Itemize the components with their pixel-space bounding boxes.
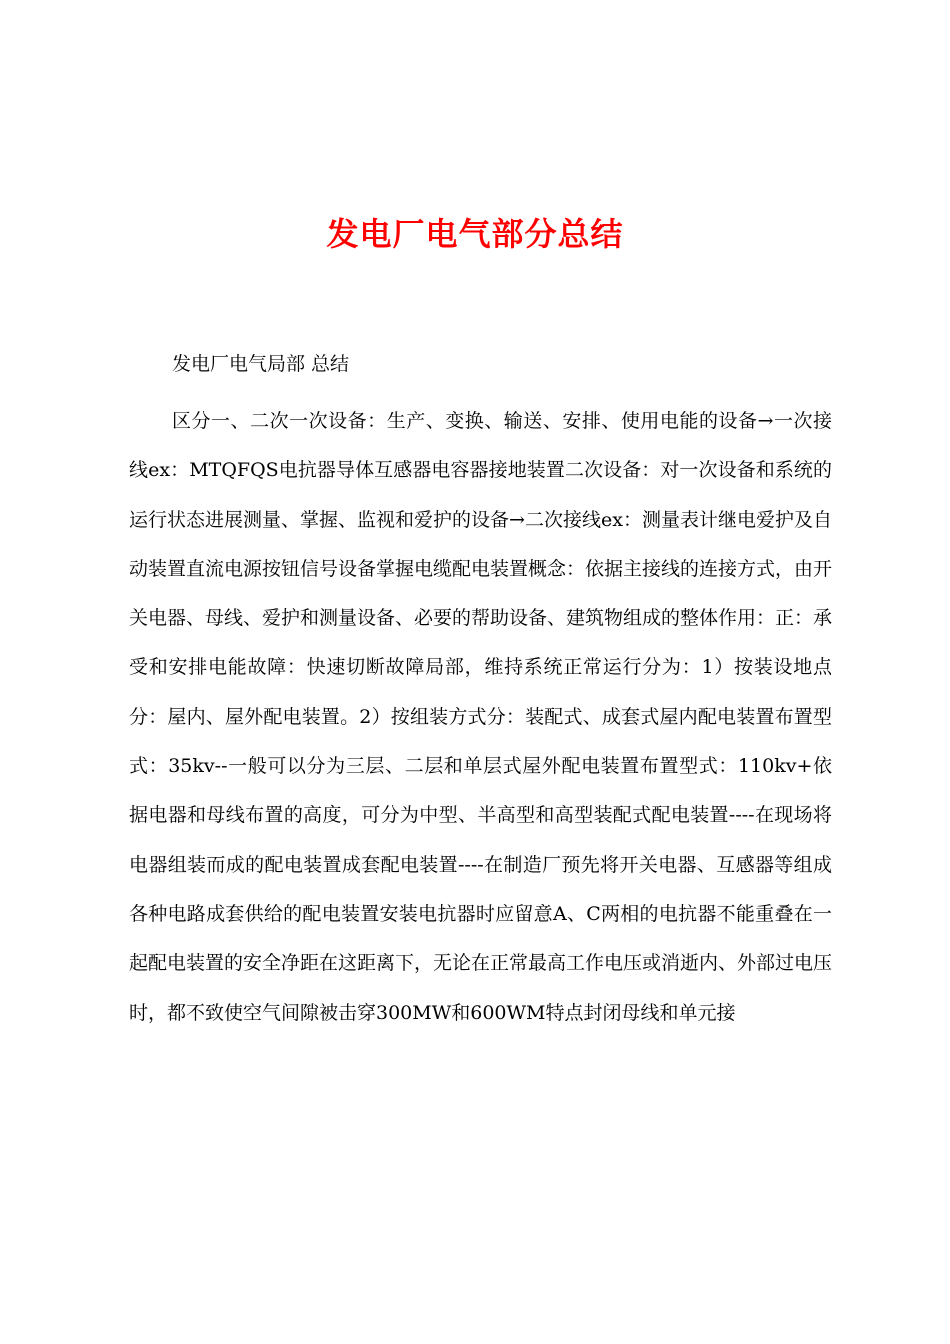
document-body-paragraph: 区分一、二次一次设备：生产、变换、输送、安排、使用电能的设备→一次接线ex：MTQFQS电抗器导体互感器电容器接地装置二次设备：对一次设备和系统的运行状态进展测量、掌握、监视和爱护的设备→二次接线ex：测量表计继电爱护及自动装置直流电源按钮信号设备掌握电缆配电装置概念：依据主接线的连接方式，由开关电器、母线、爱护和测量设备、必要的帮助设备、建筑物组成的整体作用：正：承受和安排电能故障：快速切断故障局部，维持系统正常运行分为：1）按装设地点分：屋内、屋外配电装置。2）按组装方式分：装配式、成套式屋内配电装置布置型式：35kv--一般可以分为三层、二层和单层式屋外配电装置布置型式：110kv+依据电器和母线布置的高度，可分为中型、半高型和高型装配式配电装置----在现场将电器组装而成的配电装置成套配电装置----在制造厂预先将开关电器、互感器等组成各种电路成套供给的配电装置安装电抗器时应留意A、C两相的电抗器不能重叠在一起配电装置的安全净距在这距离下，无论在正常最高工作电压或消逝内、外部过电压时，都不致使空气间隙被击穿300MW和600WM特点封闭母线和单元接	[129, 410, 832, 1024]
document-title: 发电厂电气部分总结	[326, 215, 624, 253]
document-subtitle: 发电厂电气局部 总结	[172, 353, 350, 375]
